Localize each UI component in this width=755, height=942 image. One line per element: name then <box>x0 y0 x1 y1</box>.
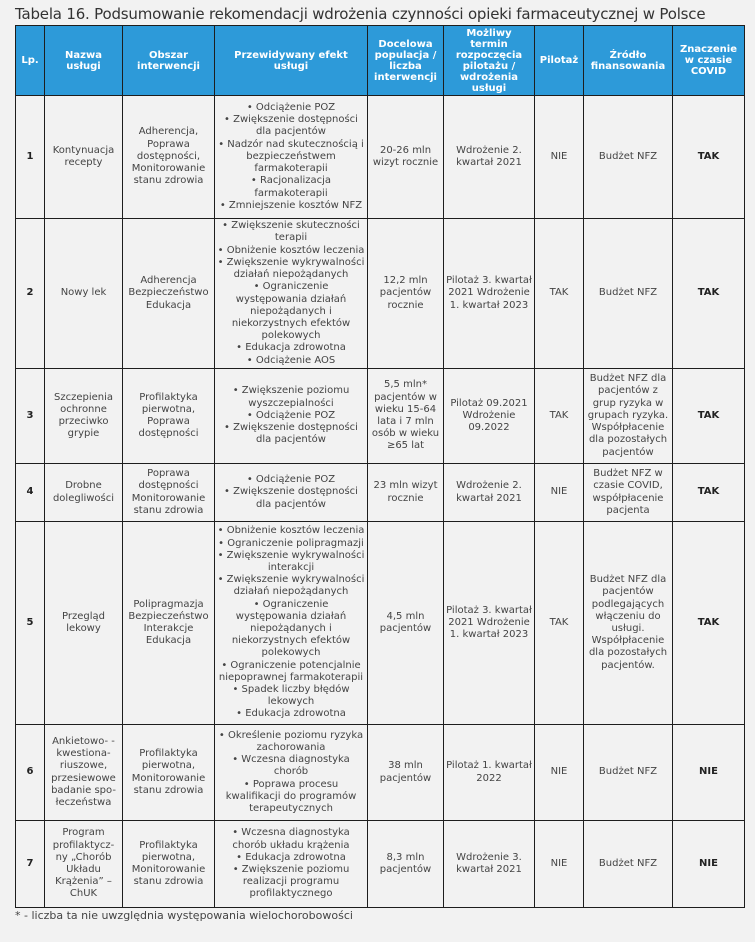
effect-item: • Edukacja zdrowotna <box>236 851 346 863</box>
cell-funding: Budżet NFZ <box>584 219 673 369</box>
table-row <box>16 725 745 821</box>
header-row <box>16 26 745 96</box>
col-header-area: Obszar interwencji <box>123 26 215 96</box>
cell-population: 38 mln pacjentów <box>368 725 444 821</box>
col-header-term: Możliwy termin rozpoczęcia pilotażu / wdrożenia usługi <box>444 26 535 96</box>
cell-lp: 6 <box>16 725 45 821</box>
cell-effects <box>215 96 368 219</box>
cell-lp: 2 <box>16 219 45 369</box>
cell-pilot: TAK <box>535 219 584 369</box>
cell-name: Nowy lek <box>45 219 123 369</box>
cell-funding: Budżet NFZ w czasie COVID, współpłacenie pacjenta <box>584 464 673 522</box>
effect-item: • Zwiększenie wykrywalności działań niepożądanych <box>217 574 365 598</box>
effect-item: • Zwiększenie poziomu wyszczepialności <box>232 385 350 409</box>
cell-name: Ankietowo- -kwestiona- riuszowe, przesiewowe badanie spo- łeczeństwa <box>45 725 123 821</box>
cell-population: 20-26 mln wizyt rocznie <box>368 96 444 219</box>
effect-item: • Poprawa procesu kwalifikacji do programów terapeutycznych <box>225 778 357 814</box>
cell-effects <box>215 821 368 908</box>
footnote: * - liczba ta nie uwzględnia występowania wielochorobowości <box>15 909 353 922</box>
table-row <box>16 821 745 908</box>
effect-item: • Zwiększenie wykrywalności interakcji <box>217 549 365 573</box>
cell-area: Poprawa dostępności Monitorowanie stanu zdrowia <box>123 464 215 522</box>
cell-term: Wdrożenie 2. kwartał 2021 <box>444 96 535 219</box>
effect-item: • Ograniczenie potencjalnie niepoprawnej farmakoterapii <box>218 659 364 683</box>
cell-effects <box>215 464 368 522</box>
cell-covid: TAK <box>673 219 745 369</box>
cell-lp: 4 <box>16 464 45 522</box>
cell-pilot: NIE <box>535 821 584 908</box>
table-row <box>16 219 745 369</box>
cell-area: Profilaktyka pierwotna, Monitorowanie stanu zdrowia <box>123 821 215 908</box>
effect-item: • Nadzór nad skutecznością i bezpieczeństwem farmakoterapii <box>218 138 364 175</box>
cell-name: Kontynuacja recepty <box>45 96 123 219</box>
col-header-pilot: Pilotaż <box>535 26 584 96</box>
table-row <box>16 96 745 219</box>
effect-item: • Racjonalizacja farmakoterapii <box>250 175 332 199</box>
cell-effects <box>215 725 368 821</box>
effect-item: • Zwiększenie skuteczności terapii <box>222 220 360 244</box>
cell-effects <box>215 522 368 725</box>
cell-area: Profilaktyka pierwotna, Monitorowanie stanu zdrowia <box>123 725 215 821</box>
table-caption: Tabela 16. Podsumowanie rekomendacji wdrożenia czynności opieki farmaceutycznej w Polsce <box>15 5 706 23</box>
cell-term: Pilotaż 1. kwartał 2022 <box>444 725 535 821</box>
cell-covid: NIE <box>673 821 745 908</box>
effect-item: • Odciążenie POZ <box>246 474 336 486</box>
cell-pilot: NIE <box>535 725 584 821</box>
cell-funding: Budżet NFZ <box>584 821 673 908</box>
cell-effects <box>215 369 368 464</box>
cell-name: Drobne dolegliwości <box>45 464 123 522</box>
effect-item: • Obniżenie kosztów leczenia <box>217 244 365 256</box>
recommendations-table <box>15 25 745 908</box>
col-header-lp: Lp. <box>16 26 45 96</box>
cell-covid: TAK <box>673 522 745 725</box>
cell-pilot: TAK <box>535 369 584 464</box>
col-header-population: Docelowa populacja / liczba interwencji <box>368 26 444 96</box>
effect-item: • Edukacja zdrowotna <box>236 708 346 720</box>
cell-lp: 7 <box>16 821 45 908</box>
effect-item: • Edukacja zdrowotna <box>236 342 346 354</box>
cell-term: Wdrożenie 2. kwartał 2021 <box>444 464 535 522</box>
col-header-funding: Źródło finansowania <box>584 26 673 96</box>
effect-item: • Określenie poziomu ryzyka zachorowania <box>218 729 364 753</box>
cell-pilot: NIE <box>535 464 584 522</box>
cell-population: 23 mln wizyt rocznie <box>368 464 444 522</box>
table-row <box>16 464 745 522</box>
effect-item: • Zwiększenie dostępności dla pacjentów <box>224 114 358 138</box>
effect-item: • Obniżenie kosztów leczenia <box>217 525 365 537</box>
col-header-name: Nazwa usługi <box>45 26 123 96</box>
cell-pilot: NIE <box>535 96 584 219</box>
col-header-covid: Znaczenie w czasie COVID <box>673 26 745 96</box>
cell-population: 5,5 mln* pacjentów w wieku 15-64 lata i 7 mln osób w wieku ≥65 lat <box>368 369 444 464</box>
cell-population: 4,5 mln pacjentów <box>368 522 444 725</box>
col-header-effect: Przewidywany efekt usługi <box>215 26 368 96</box>
effect-item: • Ograniczenie występowania działań niepożądanych i niekorzystnych efektów polekowych <box>231 281 351 342</box>
cell-lp: 3 <box>16 369 45 464</box>
effect-item: • Zmniejszenie kosztów NFZ <box>219 199 363 211</box>
effect-item: • Odciążenie AOS <box>246 354 336 366</box>
cell-funding: Budżet NFZ <box>584 725 673 821</box>
cell-covid: TAK <box>673 464 745 522</box>
effect-item: • Zwiększenie poziomu realizacji programu profilaktycznego <box>232 864 350 900</box>
cell-name: Program profilaktycz- ny „Chorób Układu Krążenia” – ChUK <box>45 821 123 908</box>
cell-term: Pilotaż 09.2021 Wdrożenie 09.2022 <box>444 369 535 464</box>
cell-population: 8,3 mln pacjentów <box>368 821 444 908</box>
cell-term: Pilotaż 3. kwartał 2021 Wdrożenie 1. kwartał 2023 <box>444 522 535 725</box>
effect-item: • Zwiększenie dostępności dla pacjentów <box>224 422 358 446</box>
cell-covid: NIE <box>673 725 745 821</box>
effect-item: • Odciążenie POZ <box>246 102 336 114</box>
cell-population: 12,2 mln pacjentów rocznie <box>368 219 444 369</box>
cell-effects <box>215 219 368 369</box>
cell-funding: Budżet NFZ dla pacjentów podlegających włączeniu do usługi. Współpłacenie dla pozostałych pacjentów. <box>584 522 673 725</box>
table-row <box>16 369 745 464</box>
cell-covid: TAK <box>673 96 745 219</box>
cell-area: Adherencja Bezpieczeństwo Edukacja <box>123 219 215 369</box>
cell-area: Profilaktyka pierwotna, Poprawa dostępności <box>123 369 215 464</box>
cell-name: Przegląd lekowy <box>45 522 123 725</box>
table-row <box>16 522 745 725</box>
effect-item: • Zwiększenie dostępności dla pacjentów <box>224 486 358 510</box>
effect-item: • Zwiększenie wykrywalności działań niepożądanych <box>217 256 365 281</box>
effect-item: • Spadek liczby błędów lekowych <box>232 684 350 708</box>
cell-covid: TAK <box>673 369 745 464</box>
cell-area: Polipragmazja Bezpieczeństwo Interakcje Edukacja <box>123 522 215 725</box>
cell-funding: Budżet NFZ dla pacjentów z grup ryzyka w grupach ryzyka. Współpłacenie dla pozostałych pacjentów <box>584 369 673 464</box>
effect-item: • Odciążenie POZ <box>246 409 336 421</box>
cell-lp: 1 <box>16 96 45 219</box>
cell-area: Adherencja, Poprawa dostępności, Monitorowanie stanu zdrowia <box>123 96 215 219</box>
effect-item: • Ograniczenie występowania działań niepożądanych i niekorzystnych efektów polekowych <box>231 598 351 659</box>
cell-term: Wdrożenie 3. kwartał 2021 <box>444 821 535 908</box>
cell-lp: 5 <box>16 522 45 725</box>
cell-term: Pilotaż 3. kwartał 2021 Wdrożenie 1. kwartał 2023 <box>444 219 535 369</box>
cell-funding: Budżet NFZ <box>584 96 673 219</box>
effect-item: • Wczesna diagnostyka chorób układu krążenia <box>232 827 350 851</box>
cell-name: Szczepienia ochronne przeciwko grypie <box>45 369 123 464</box>
cell-pilot: TAK <box>535 522 584 725</box>
effect-item: • Ograniczenie polipragmazji <box>218 537 364 549</box>
effect-item: • Wczesna diagnostyka chorób <box>232 754 350 778</box>
